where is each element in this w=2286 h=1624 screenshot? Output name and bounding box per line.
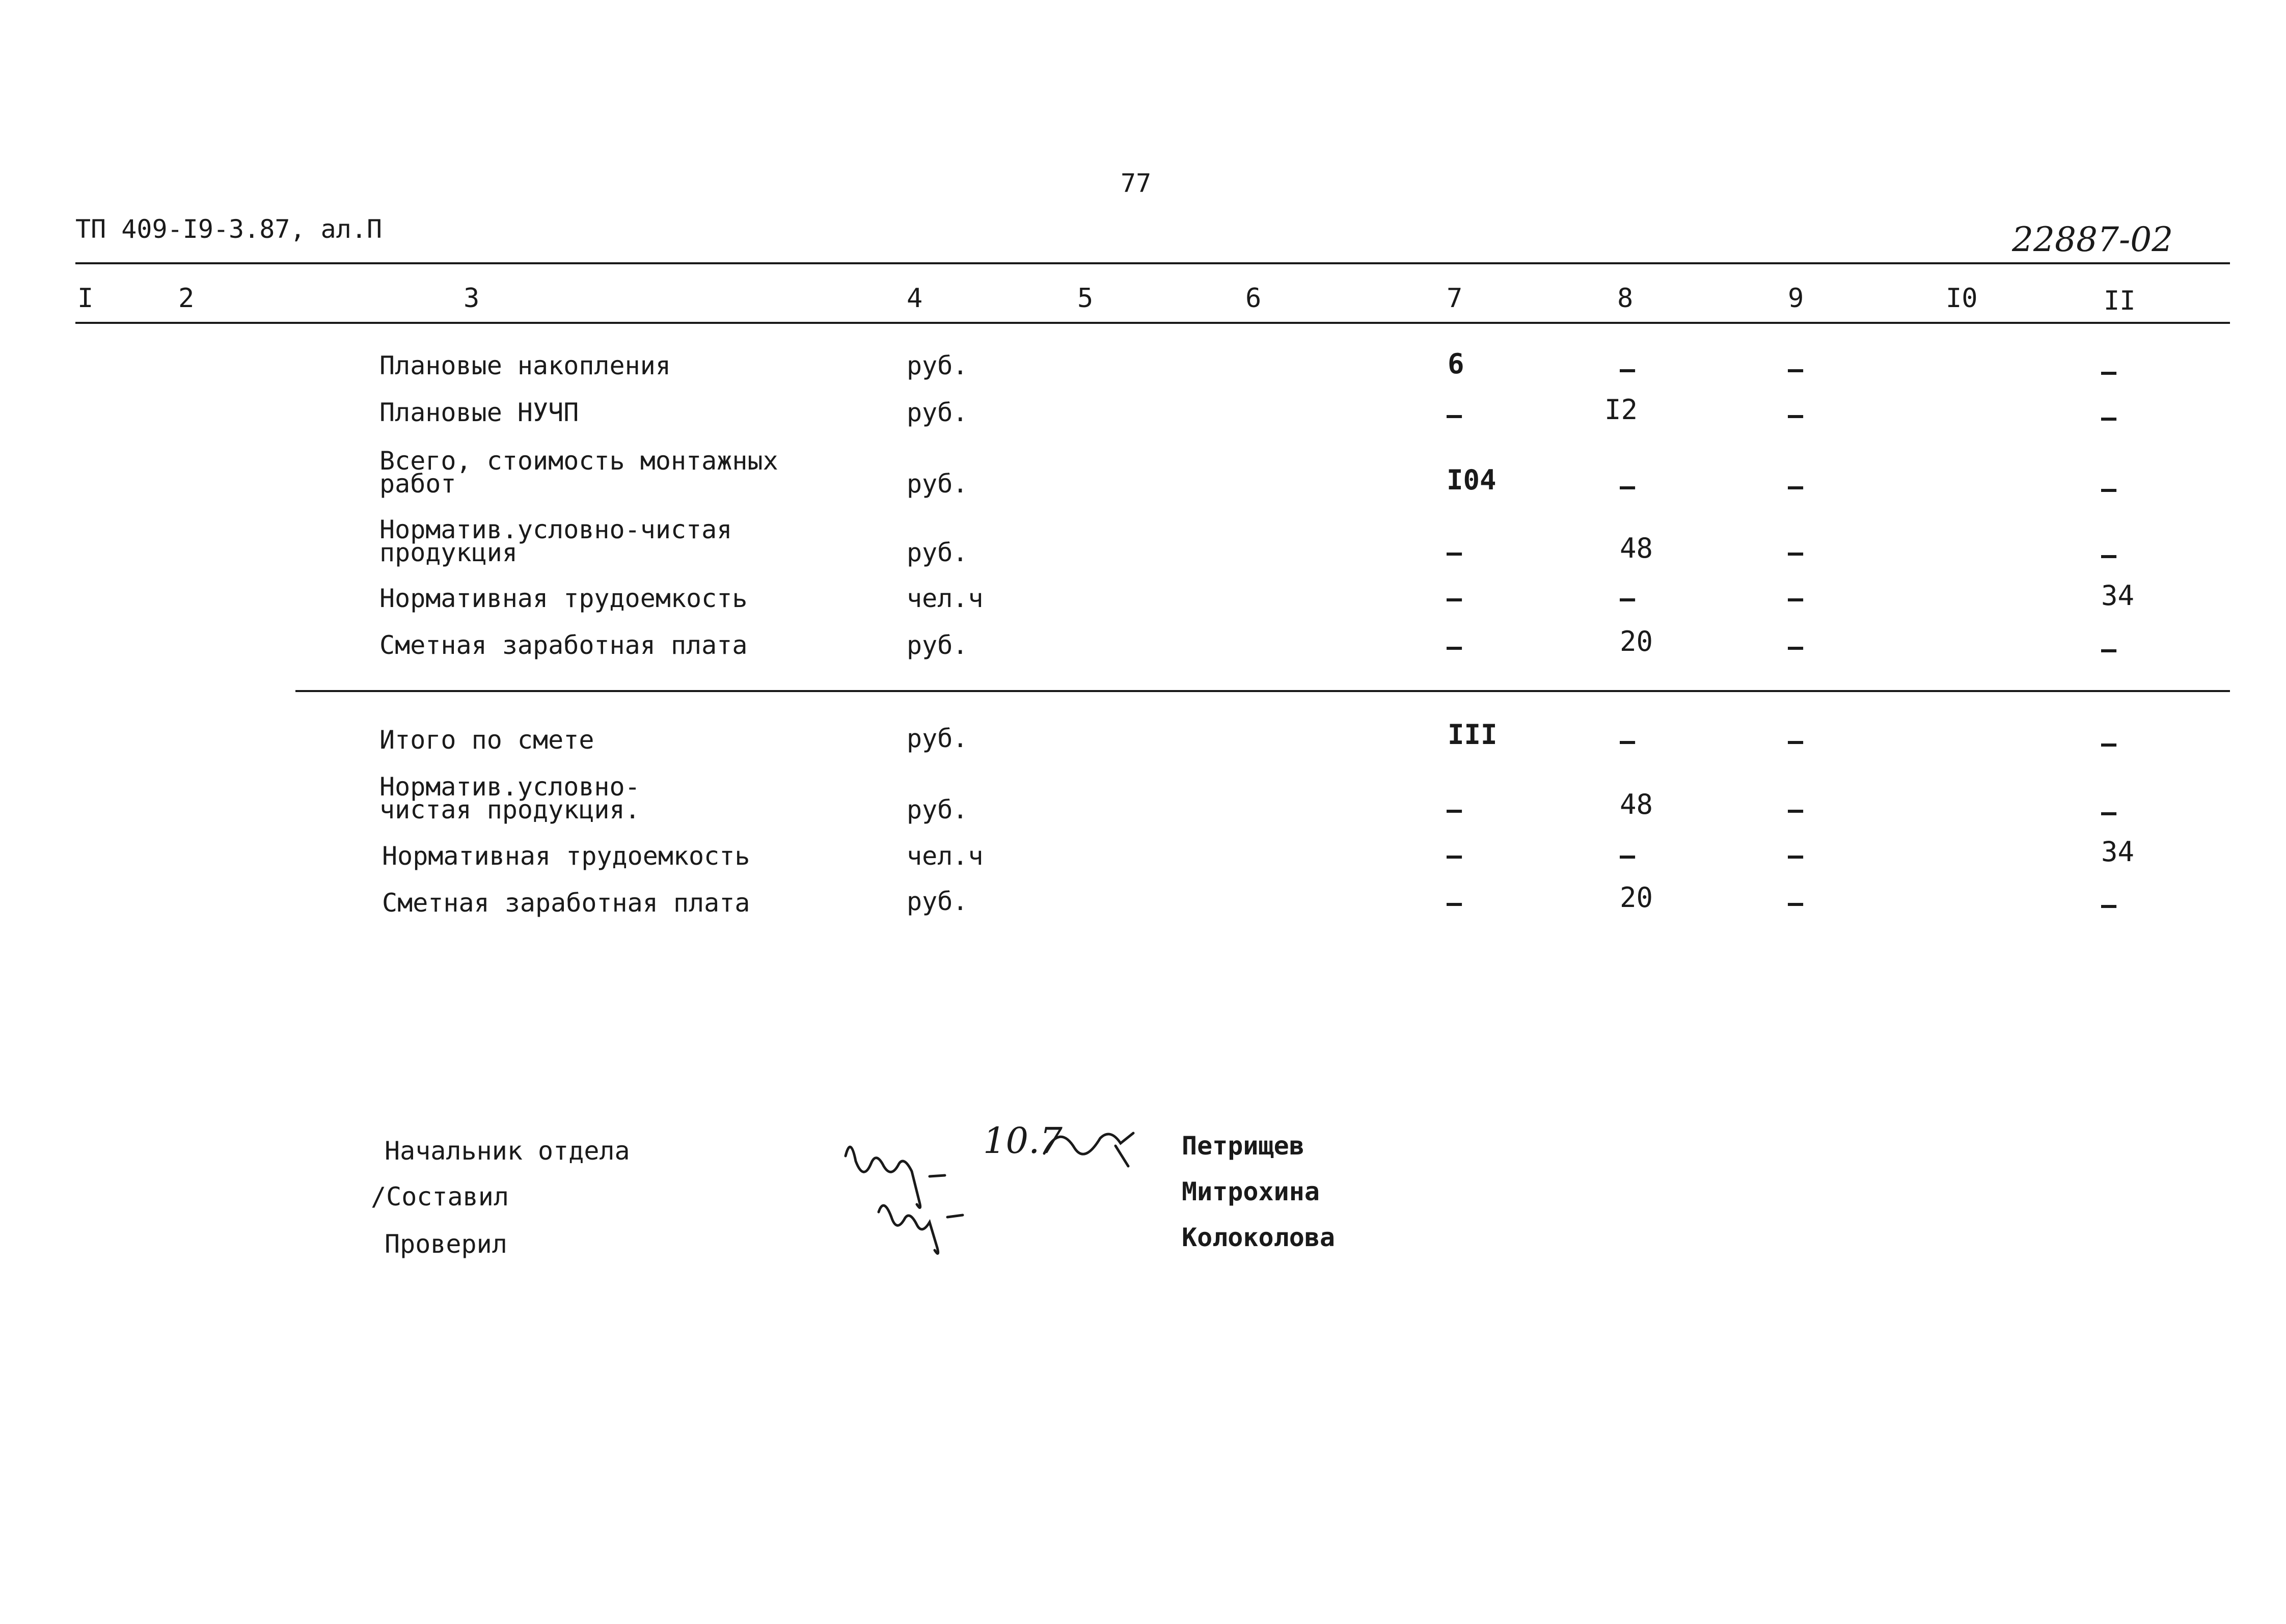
row-name: Плановые НУЧП — [379, 398, 579, 427]
row-name-line1: Норматив.условно-чистая — [379, 515, 732, 544]
signature-name: Петрищев — [1182, 1131, 1304, 1161]
section-divider — [295, 690, 2230, 692]
row-name: Сметная заработная плата — [379, 630, 748, 660]
cell-col7: – — [1447, 538, 1462, 567]
row-unit: руб. — [907, 398, 968, 427]
cell-col9: – — [1788, 354, 1804, 384]
signature-name: Митрохина — [1182, 1177, 1320, 1206]
cell-col9: – — [1788, 632, 1804, 662]
cell-col11: – — [2101, 357, 2117, 387]
cell-col8: I2 — [1604, 394, 1638, 426]
cell-col9: – — [1788, 888, 1804, 918]
cell-col8: – — [1620, 584, 1636, 613]
column-header: 3 — [464, 283, 480, 314]
column-header: 5 — [1077, 283, 1094, 314]
row-name-line2: чистая продукция. — [379, 795, 640, 824]
handwritten-date: 10.7 — [983, 1120, 1063, 1162]
row-unit: руб. — [907, 538, 968, 567]
cell-col9: – — [1788, 538, 1804, 567]
cell-col11: – — [2101, 729, 2117, 758]
cell-col9: – — [1788, 584, 1804, 613]
cell-col11: – — [2101, 890, 2117, 920]
cell-col11: – — [2101, 797, 2117, 827]
row-unit: чел.ч — [907, 841, 984, 871]
column-header: 2 — [178, 283, 195, 314]
cell-col7: – — [1447, 795, 1462, 824]
cell-col7: – — [1447, 584, 1462, 613]
column-header: 9 — [1788, 283, 1804, 314]
row-name-line1: Норматив.условно- — [379, 772, 640, 802]
signature-role: Начальник отдела — [385, 1136, 630, 1166]
column-header: II — [2104, 286, 2136, 316]
column-header: I — [77, 283, 94, 314]
column-header: 4 — [907, 283, 923, 314]
cell-col9: – — [1788, 472, 1804, 501]
row-name-line1: Всего, стоимость монтажных — [379, 446, 778, 476]
date-flourish — [1039, 1118, 1141, 1174]
row-name: Нормативная трудоемкость — [382, 841, 750, 871]
row-name: Плановые накопления — [379, 351, 671, 380]
cell-col11: 34 — [2101, 836, 2135, 868]
cell-col8: – — [1620, 354, 1636, 384]
header-bottom-rule — [75, 322, 2230, 324]
cell-col7: – — [1447, 400, 1462, 430]
column-header: 8 — [1617, 283, 1634, 314]
document-code: ТП 409-I9-3.87, ал.П — [75, 214, 383, 244]
row-name: Сметная заработная плата — [382, 888, 750, 918]
row-name: Нормативная трудоемкость — [379, 584, 748, 613]
cell-col7: – — [1447, 632, 1462, 662]
row-unit: руб. — [907, 351, 968, 380]
row-unit: руб. — [907, 630, 968, 660]
cell-col9: – — [1788, 795, 1804, 824]
signature-name: Колоколова — [1182, 1223, 1336, 1252]
cell-col9: – — [1788, 726, 1804, 756]
cell-col9: – — [1788, 841, 1804, 870]
page-number: 77 — [1121, 169, 1152, 198]
signature-role: /Составил — [371, 1182, 509, 1212]
cell-col11: 34 — [2101, 580, 2135, 612]
cell-col11: – — [2101, 474, 2117, 504]
row-unit: руб. — [907, 795, 968, 824]
archive-number: 22887-02 — [2012, 220, 2173, 259]
row-name-line2: продукция — [379, 538, 518, 567]
cell-col8: – — [1620, 841, 1636, 870]
row-unit: руб. — [907, 887, 968, 916]
cell-col8: 48 — [1620, 532, 1653, 564]
cell-col7: 6 — [1448, 348, 1464, 380]
column-header: I0 — [1946, 283, 1978, 314]
cell-col7: III — [1448, 719, 1498, 751]
cell-col11: – — [2101, 540, 2117, 570]
row-name: Итого по смете — [379, 725, 594, 755]
row-unit: руб. — [907, 724, 968, 753]
row-name-line2: работ — [379, 469, 456, 499]
cell-col9: – — [1788, 400, 1804, 430]
cell-col8: 48 — [1620, 788, 1653, 820]
cell-col8: – — [1620, 726, 1636, 756]
column-header: 7 — [1447, 283, 1463, 314]
cell-col11: – — [2101, 403, 2117, 432]
cell-col7: I04 — [1447, 464, 1496, 496]
column-header: 6 — [1245, 283, 1262, 314]
row-unit: чел.ч — [907, 584, 984, 613]
cell-col8: – — [1620, 472, 1636, 501]
cell-col7: – — [1447, 888, 1462, 918]
header-top-rule — [75, 262, 2230, 264]
cell-col7: – — [1447, 841, 1462, 870]
cell-col8: 20 — [1620, 882, 1653, 914]
row-unit: руб. — [907, 469, 968, 499]
signature-role: Проверил — [385, 1229, 507, 1259]
cell-col11: – — [2101, 635, 2117, 664]
cell-col8: 20 — [1620, 625, 1653, 657]
